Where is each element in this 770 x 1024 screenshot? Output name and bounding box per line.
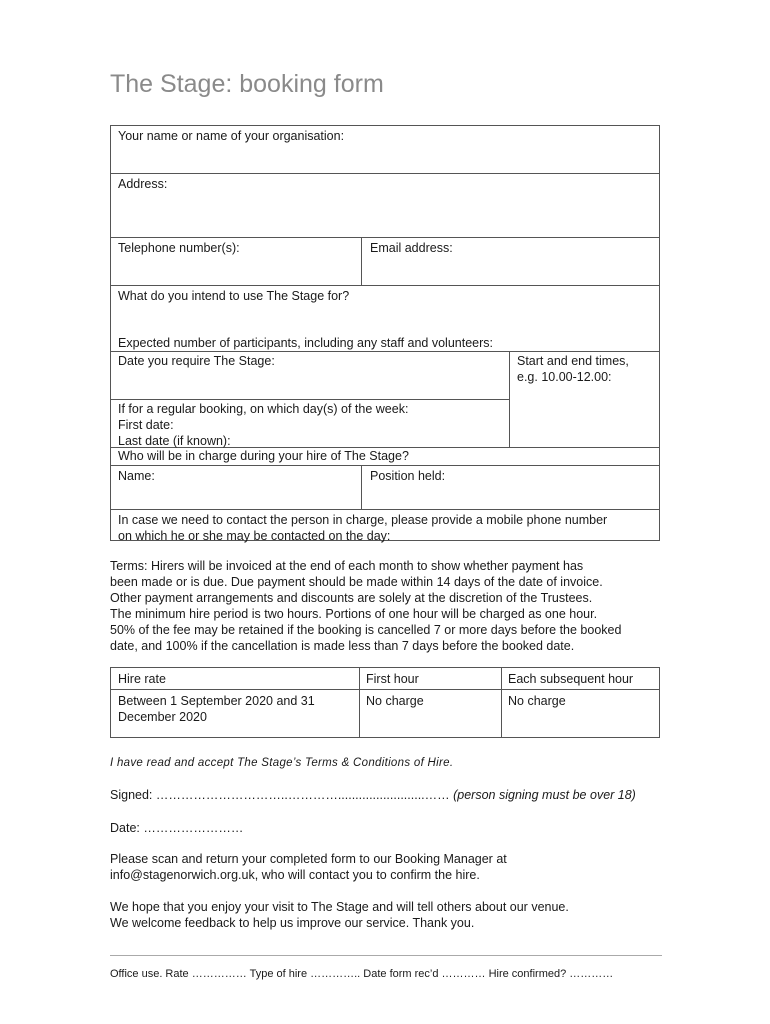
row-divider [111, 465, 659, 466]
col-divider [361, 465, 362, 509]
signature-note: (person signing must be over 18) [453, 788, 636, 802]
terms-line: Terms: Hirers will be invoiced at the end of each month to show whether payment has [110, 559, 584, 573]
col-divider [501, 668, 502, 737]
return-instructions [110, 851, 507, 883]
footer-divider [110, 955, 662, 956]
use-field-label[interactable]: What do you intend to use The Stage for? [118, 289, 350, 303]
col-divider [359, 668, 360, 737]
rate-subsequent-value: No charge [508, 694, 566, 708]
telephone-field-label[interactable]: Telephone number(s): [118, 241, 240, 255]
signature-label: Signed: …………………………..………….........................…… [110, 788, 454, 802]
terms-line: been made or is due. Due payment should be made within 14 days of the date of invoice. [110, 575, 603, 589]
col-divider [361, 237, 362, 285]
first-date-label: First date: [118, 418, 174, 432]
row-divider [111, 399, 509, 400]
rate-period-line: December 2020 [118, 710, 207, 724]
rate-header-first-hour: First hour [366, 672, 419, 686]
mobile-contact-label: on which he or she may be contacted on the day: [118, 529, 391, 543]
times-field-label[interactable] [517, 353, 629, 385]
closing-line: We hope that you enjoy your visit to The Stage and will tell others about our venue. [110, 900, 569, 914]
times-label-line: Start and end times, [517, 354, 629, 368]
rate-header-hire-rate: Hire rate [118, 672, 166, 686]
hire-rate-table [110, 667, 660, 738]
participants-field-label[interactable]: Expected number of participants, including any staff and volunteers: [118, 336, 493, 350]
date-line[interactable]: Date: …………………… [110, 821, 244, 835]
terms-paragraph [110, 558, 670, 654]
last-date-label: Last date (if known): [118, 434, 231, 448]
times-label-line: e.g. 10.00-12.00: [517, 370, 612, 384]
col-divider [509, 351, 510, 447]
in-charge-label: Who will be in charge during your hire of The Stage? [118, 449, 409, 463]
terms-line: 50% of the fee may be retained if the booking is cancelled 7 or more days before the booked [110, 623, 622, 637]
mobile-contact-label: In case we need to contact the person in charge, please provide a mobile phone number [118, 513, 608, 527]
row-divider [111, 509, 659, 510]
rate-period-line: Between 1 September 2020 and 31 [118, 694, 315, 708]
rate-first-hour-value: No charge [366, 694, 424, 708]
closing-line: We welcome feedback to help us improve our service. Thank you. [110, 916, 475, 930]
row-divider [111, 285, 659, 286]
return-line: Please scan and return your completed form to our Booking Manager at [110, 852, 507, 866]
booking-form-table [110, 125, 660, 541]
signature-line[interactable] [110, 788, 636, 802]
rate-header-subsequent-hour: Each subsequent hour [508, 672, 634, 686]
closing-message [110, 899, 569, 931]
page-title: The Stage: booking form [110, 70, 384, 98]
mobile-contact-field[interactable] [118, 512, 607, 544]
terms-line: The minimum hire period is two hours. Portions of one hour will be charged as one hour. [110, 607, 598, 621]
terms-line: Other payment arrangements and discounts are solely at the discretion of the Trustees. [110, 591, 593, 605]
date-field-label[interactable]: Date you require The Stage: [118, 354, 275, 368]
regular-booking-field[interactable] [118, 401, 408, 449]
regular-booking-label: If for a regular booking, on which day(s) of the week: [118, 402, 409, 416]
row-divider [111, 351, 659, 352]
email-field-label[interactable]: Email address: [370, 241, 453, 255]
row-divider [111, 237, 659, 238]
row-divider [111, 689, 659, 690]
name-field-label[interactable]: Your name or name of your organisation: [118, 129, 345, 143]
position-field-label[interactable]: Position held: [370, 469, 446, 483]
office-use-footer: Office use. Rate …………… Type of hire ………….. Date form rec’d ………… Hire confirmed? ………… [110, 968, 614, 980]
address-field-label[interactable]: Address: [118, 177, 168, 191]
return-line: info@stagenorwich.org.uk, who will contact you to confirm the hire. [110, 868, 480, 882]
person-name-field-label[interactable]: Name: [118, 469, 155, 483]
row-divider [111, 173, 659, 174]
terms-line: date, and 100% if the cancellation is made less than 7 days before the booked date. [110, 639, 575, 653]
rate-period-cell [118, 693, 315, 725]
accept-terms-statement: I have read and accept The Stage’s Terms & Conditions of Hire. [110, 757, 454, 769]
